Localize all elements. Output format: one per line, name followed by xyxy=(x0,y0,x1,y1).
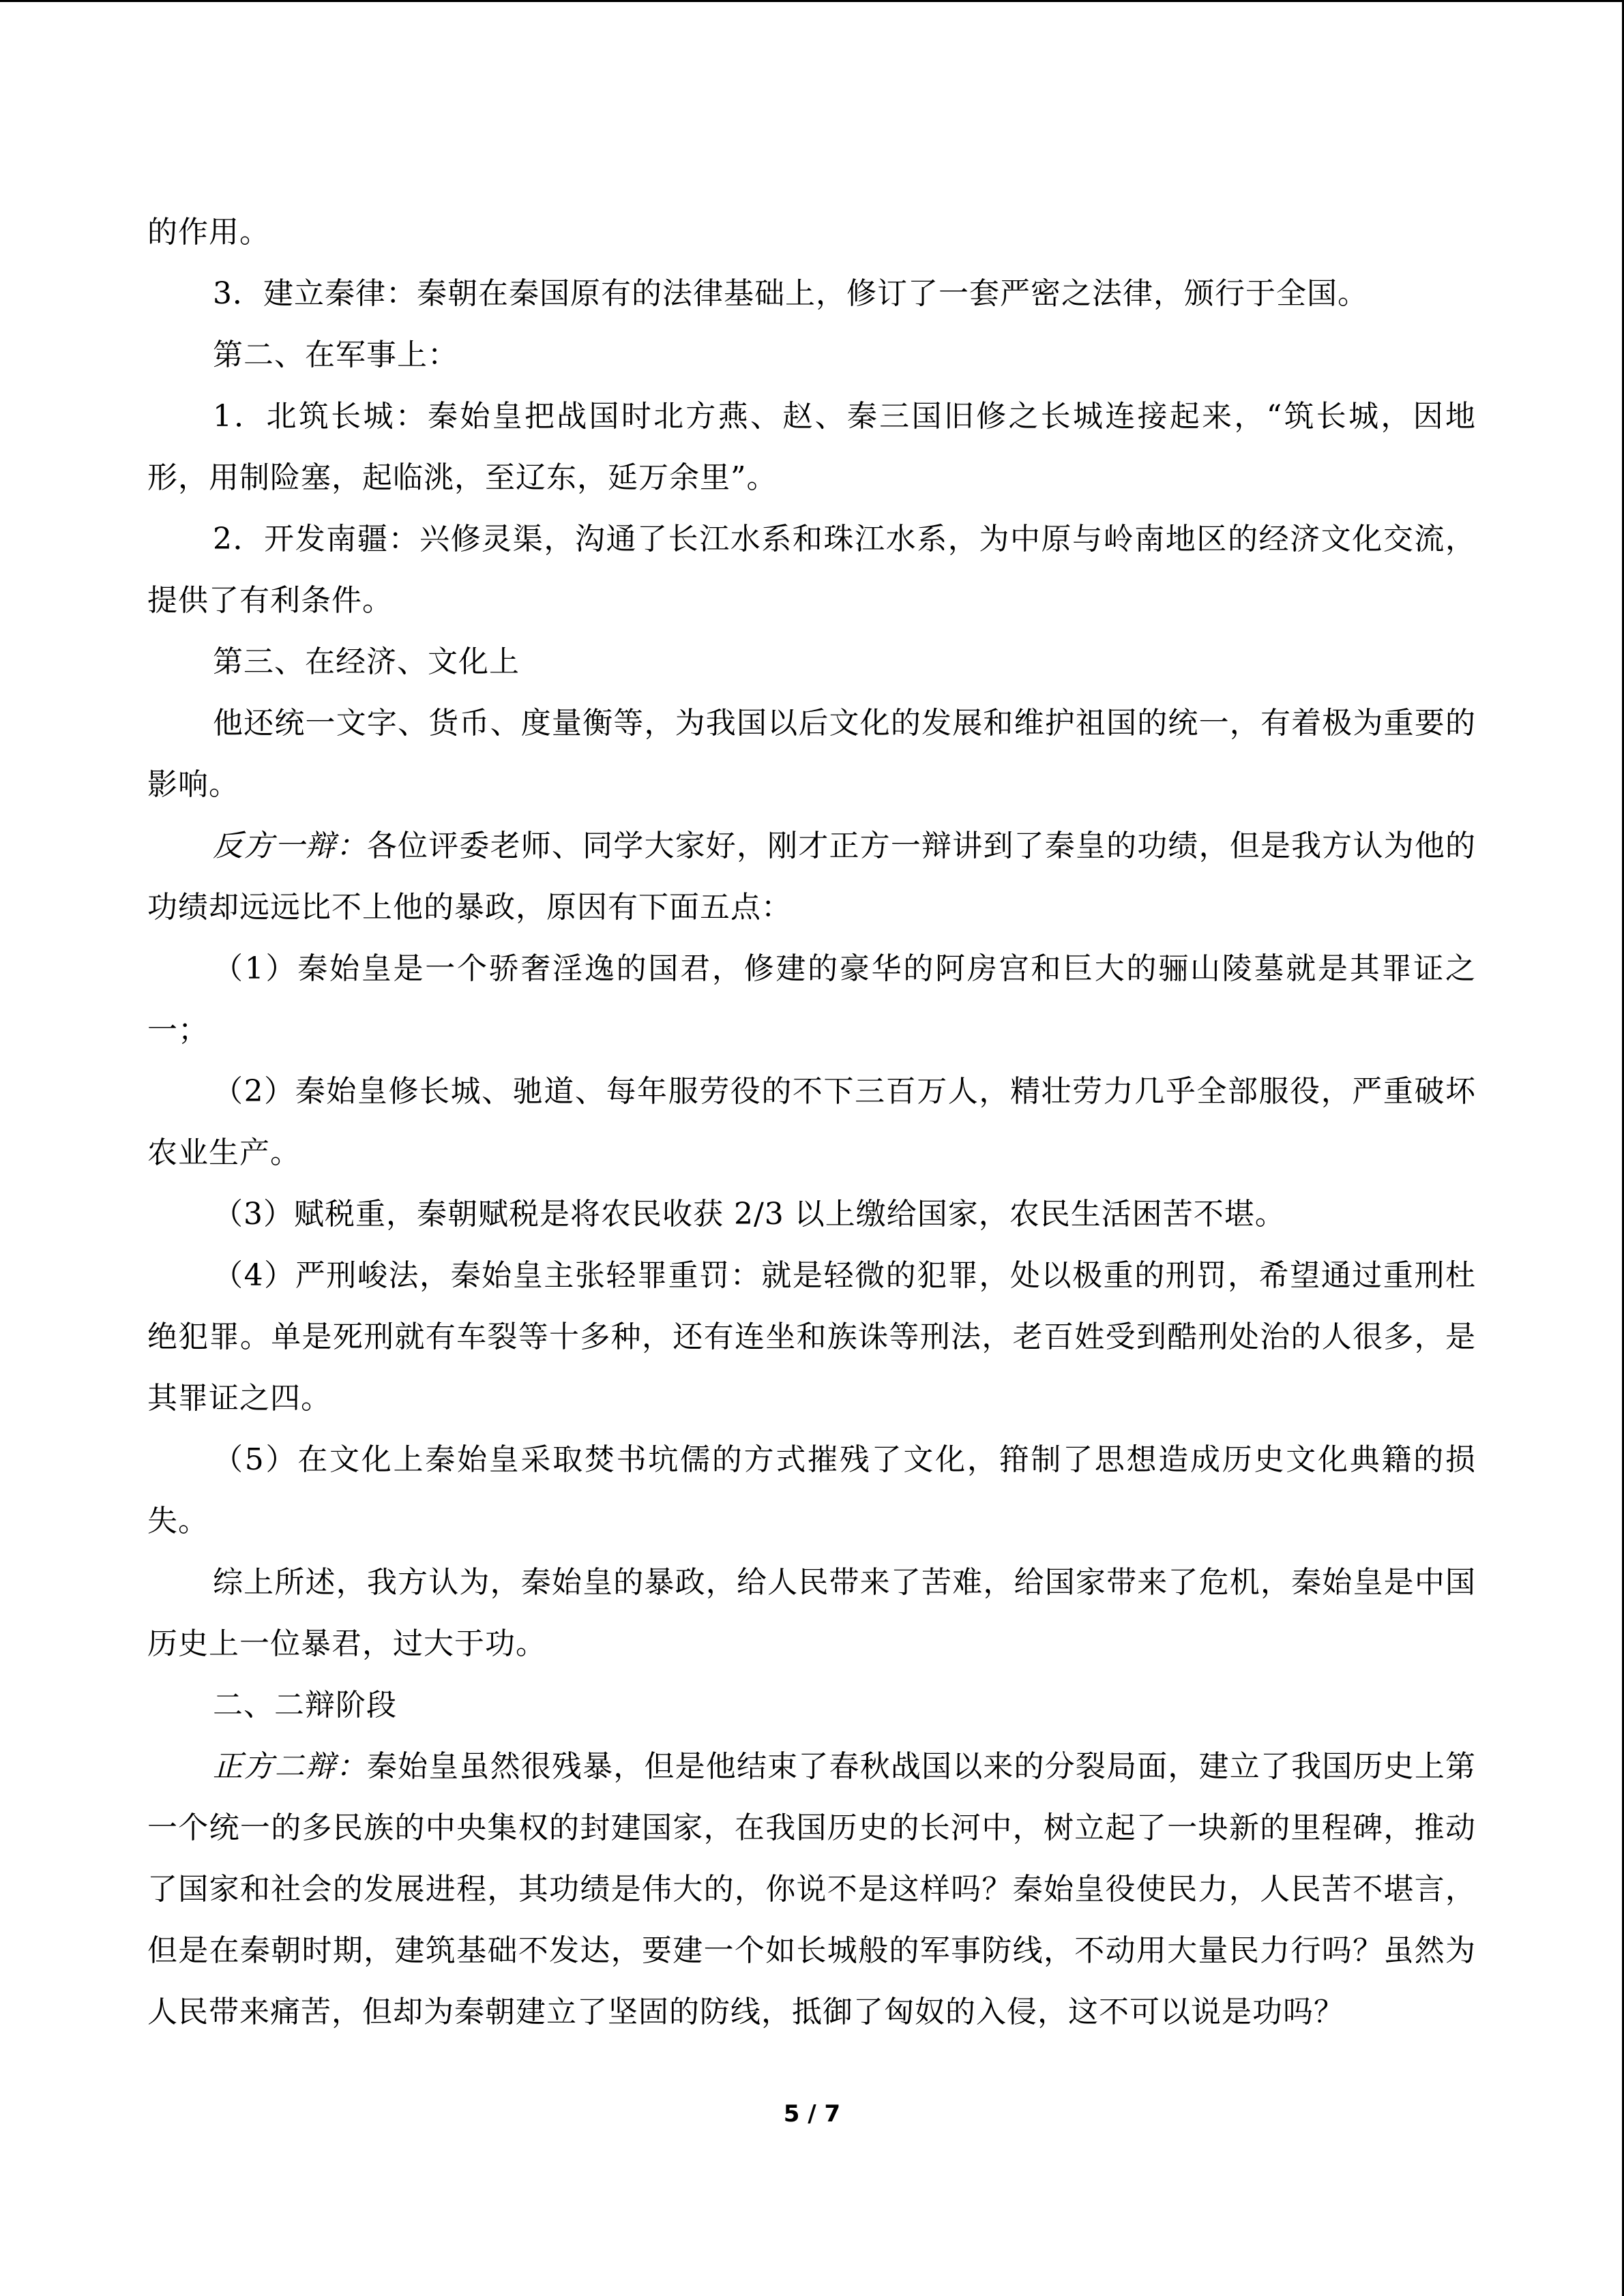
paragraph: 综上所述，我方认为，秦始皇的暴政，给人民带来了苦难，给国家带来了危机，秦始皇是中国历史上一位暴君，过大于功。 xyxy=(147,1565,1476,1661)
list-item: （1）秦始皇是一个骄奢淫逸的国君，修建的豪华的阿房宫和巨大的骊山陵墓就是其罪证之一； xyxy=(147,951,1476,1047)
paragraph: 1．北筑长城：秦始皇把战国时北方燕、赵、秦三国旧修之长城连接起来，“筑长城，因地形，用制险塞，起临洮，至辽东，延万余里”。 xyxy=(147,399,1476,495)
list-item: （2）秦始皇修长城、驰道、每年服劳役的不下三百万人，精壮劳力几乎全部服役，严重破坏农业生产。 xyxy=(147,1074,1476,1170)
section-heading: 第二、在军事上： xyxy=(213,338,458,372)
paragraph: 2．开发南疆：兴修灵渠，沟通了长江水系和珠江水系，为中原与岭南地区的经济文化交流，提供了有利条件。 xyxy=(147,522,1476,618)
section-heading: 第三、在经济、文化上 xyxy=(213,644,520,679)
paragraph: 的作用。 xyxy=(147,215,270,250)
list-item: （4）严刑峻法，秦始皇主张轻罪重罚：就是轻微的犯罪，处以极重的刑罚，希望通过重刑杜绝犯罪。单是死刑就有车裂等十多种，还有连坐和族诛等刑法，老百姓受到酷刑处治的人很多，是其罪证之四。 xyxy=(147,1258,1476,1416)
speaker-label: 反方一辩： xyxy=(213,829,367,863)
page-number: 5 / 7 xyxy=(783,2100,841,2128)
paragraph: 3．建立秦律：秦朝在秦国原有的法律基础上，修订了一套严密之法律，颁行于全国。 xyxy=(213,276,1368,311)
section-heading: 二、二辩阶段 xyxy=(213,1688,397,1723)
document-body xyxy=(147,202,1476,2043)
paragraph: 反方一辩：各位评委老师、同学大家好，刚才正方一辩讲到了秦皇的功绩，但是我方认为他的功绩却远远比不上他的暴政，原因有下面五点： xyxy=(147,829,1476,925)
paragraph: 他还统一文字、货币、度量衡等，为我国以后文化的发展和维护祖国的统一，有着极为重要的影响。 xyxy=(147,706,1476,802)
list-item: （5）在文化上秦始皇采取焚书坑儒的方式摧残了文化，箝制了思想造成历史文化典籍的损失。 xyxy=(147,1442,1476,1538)
speaker-label: 正方二辩： xyxy=(213,1749,367,1784)
list-item: （3）赋税重，秦朝赋税是将农民收获 2/3 以上缴给国家，农民生活困苦不堪。 xyxy=(213,1197,1286,1232)
paragraph: 正方二辩：秦始皇虽然很残暴，但是他结束了春秋战国以来的分裂局面，建立了我国历史上第一个统一的多民族的中央集权的封建国家，在我国历史的长河中，树立起了一块新的里程碑，推动了国家和社会的发展进程，其功绩是伟大的，你说不是这样吗？秦始皇役使民力，人民苦不堪言，但是在秦朝时期，建筑基础不发达，要建一个如长城般的军事防线，不动用大量民力行吗？虽然为人民带来痛苦，但却为秦朝建立了坚固的防线，抵御了匈奴的入侵，这不可以说是功吗？ xyxy=(147,1749,1476,2029)
